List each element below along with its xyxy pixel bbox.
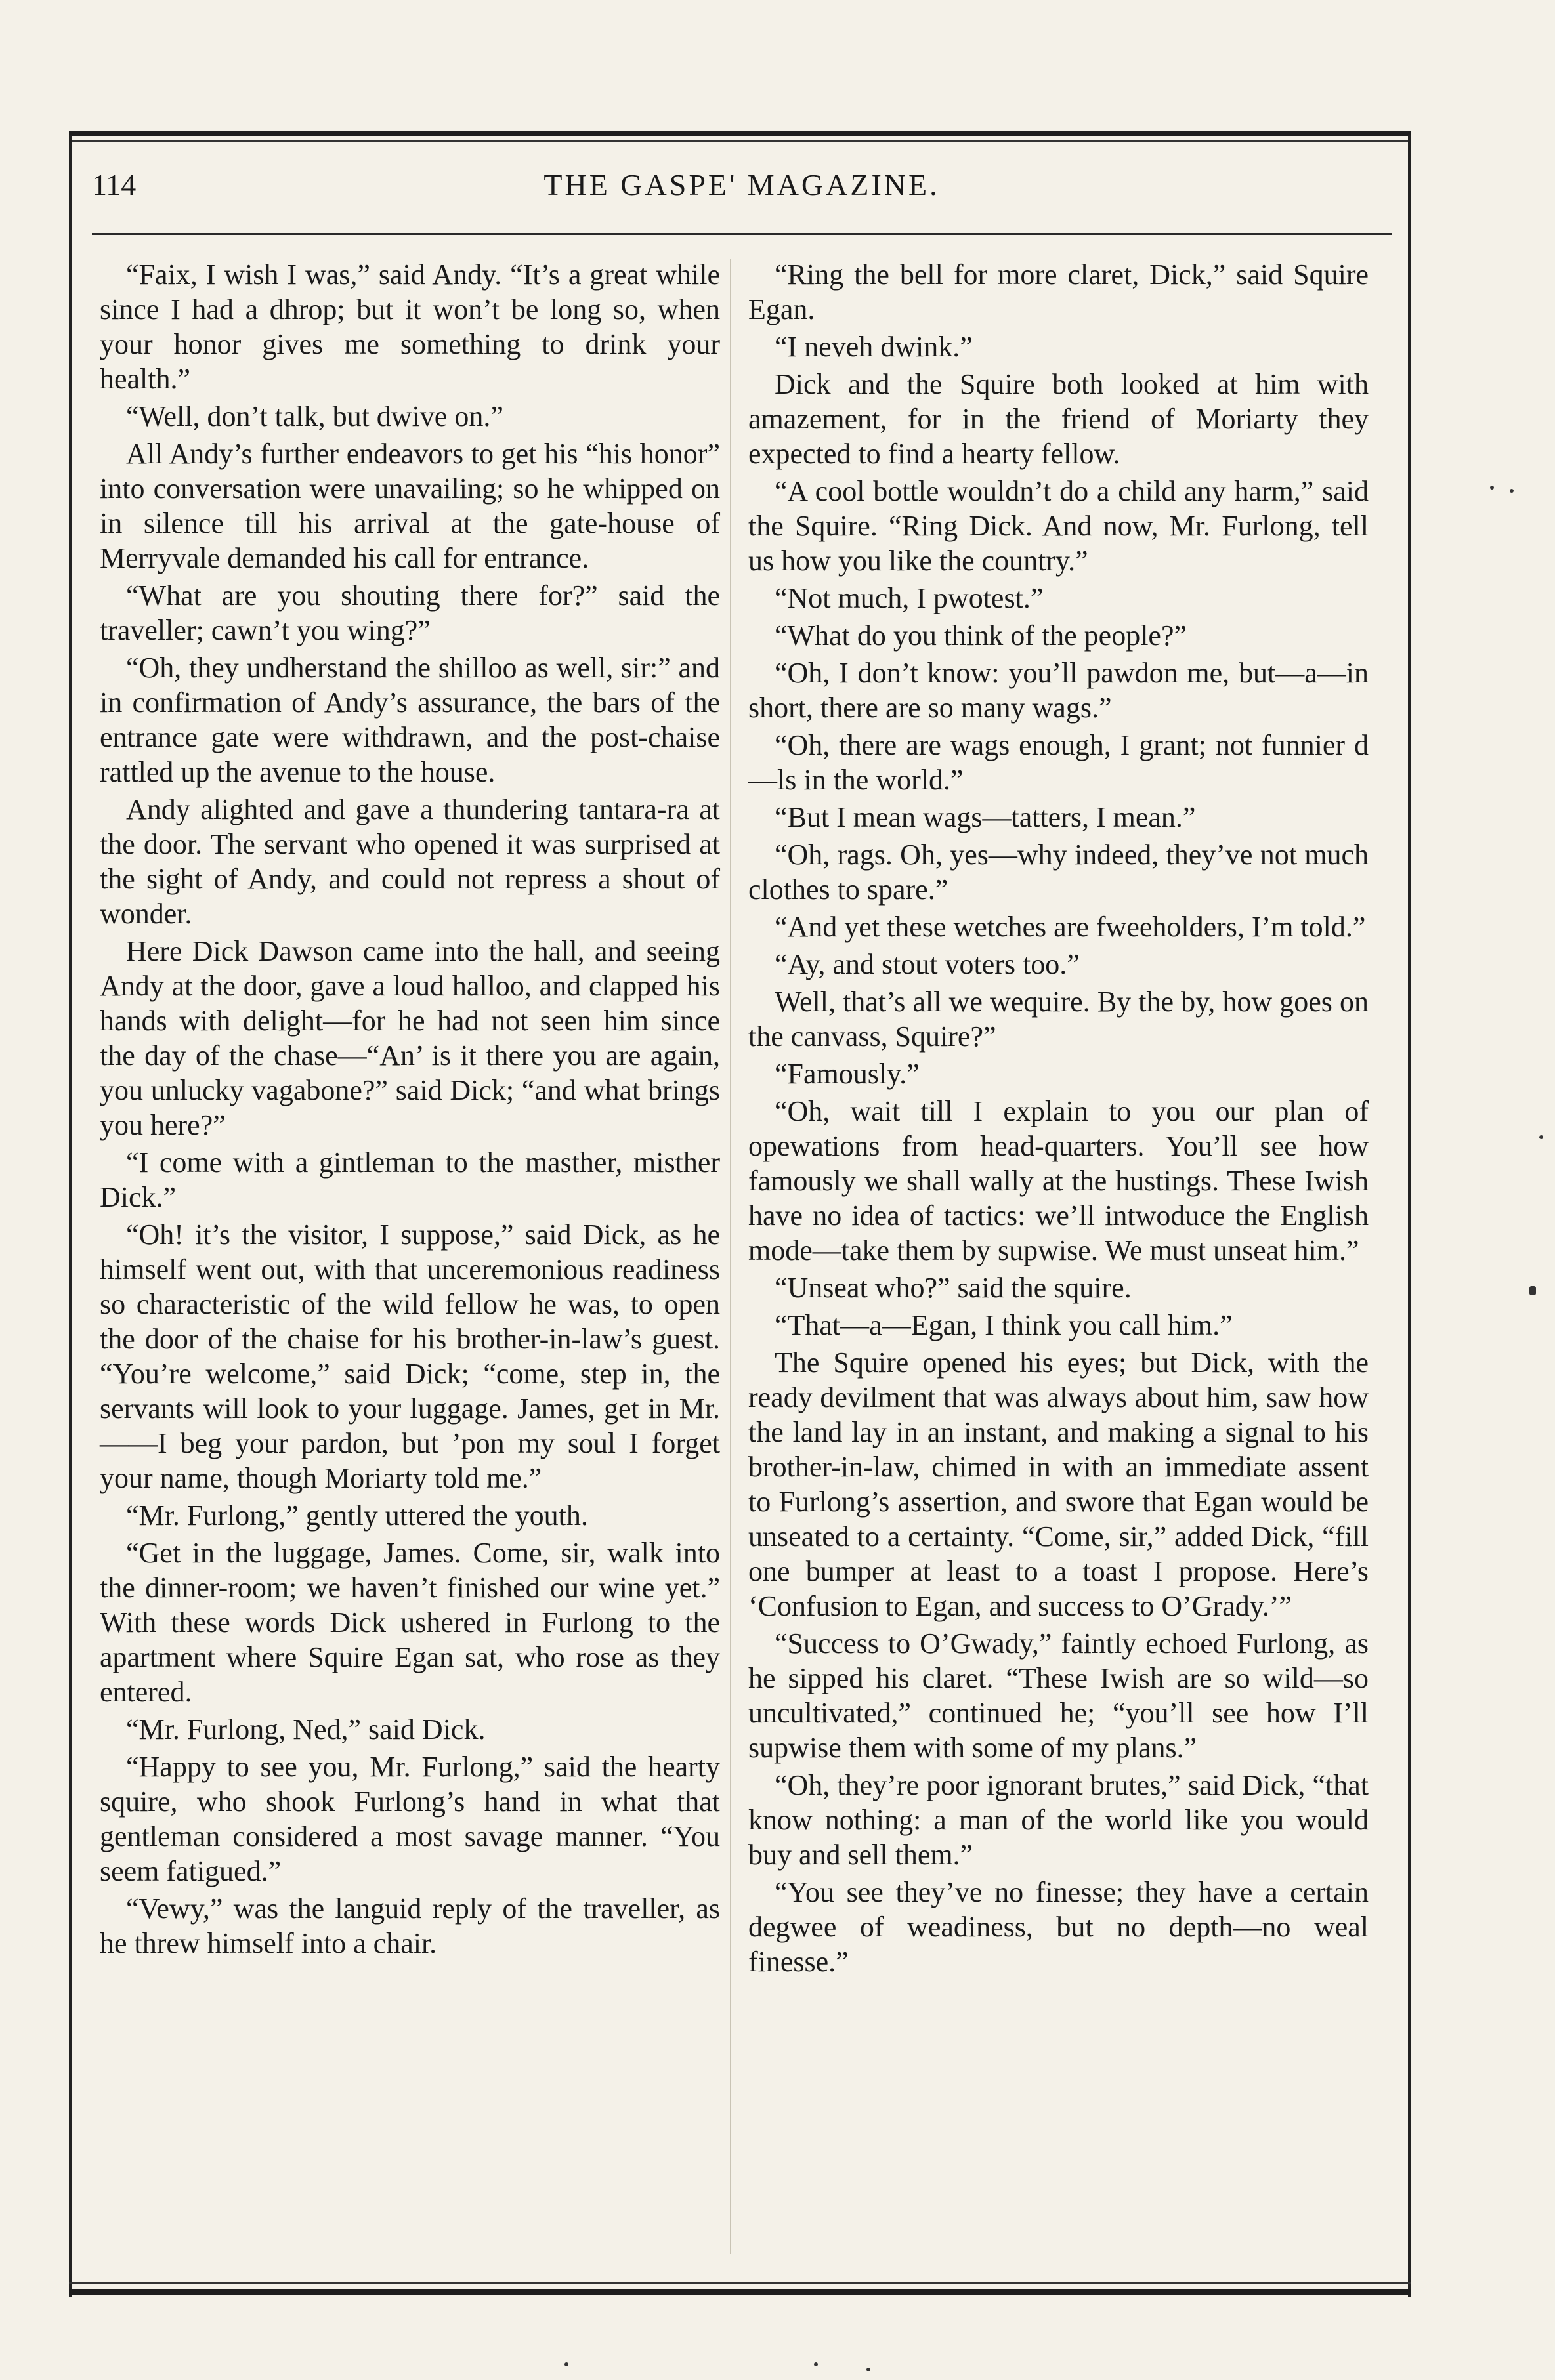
ink-speck bbox=[814, 2362, 818, 2366]
paragraph: “Famously.” bbox=[775, 1058, 920, 1090]
paragraph: “Well, don’t talk, but dwive on.” bbox=[126, 400, 503, 432]
page-header bbox=[92, 167, 1392, 226]
paragraph: “And yet these wetches are fweeholders, I’m told.” bbox=[775, 911, 1366, 943]
paragraph: Dick and the Squire both looked at him with amazement, for in the friend of Moriarty they expected to find a hearty fellow. bbox=[748, 368, 1369, 470]
paragraph: The Squire opened his eyes; but Dick, with the ready devilment that was always about him, saw how the land lay in an instant, and making a signal to his brother-in-law, chimed in with an immediate assent to Furlong’s assertion, and swore that Egan would be unseated to a certainty. “Come, sir,” added Dick, “fill one bumper at least to a toast I propose. Here’s ‘Confusion to Egan, and success to O’Grady.’” bbox=[748, 1347, 1369, 1622]
bottom-border-thick bbox=[69, 2289, 1411, 2295]
header-rule bbox=[92, 233, 1392, 235]
ink-speck bbox=[564, 2362, 568, 2366]
paragraph: Andy alighted and gave a thundering tantara-ra at the door. The servant who opened it was surprised at the sight of Andy, and could not repress a shout of wonder. bbox=[100, 793, 720, 930]
paragraph: “Unseat who?” said the squire. bbox=[775, 1272, 1132, 1304]
ink-speck bbox=[1529, 1286, 1536, 1295]
paragraph: “Get in the luggage, James. Come, sir, walk into the dinner-room; we haven’t finished our wine yet.” With these words Dick ushered in Furlong to the apartment where Squire Egan sat, who rose as they entered. bbox=[100, 1537, 720, 1708]
paragraph: “I neveh dwink.” bbox=[775, 331, 973, 363]
ink-speck bbox=[1539, 1135, 1543, 1139]
paragraph: “But I mean wags—tatters, I mean.” bbox=[775, 801, 1196, 833]
column-divider bbox=[730, 259, 731, 2254]
paragraph: “Success to O’Gwady,” faintly echoed Furlong, as he sipped his claret. “These Iwish are so wild—so uncultivated,” continued he; “you’ll see how I’ll supwise them with some of my plans.” bbox=[748, 1627, 1369, 1764]
running-title: THE GASPE' MAGAZINE. bbox=[543, 168, 940, 201]
paragraph: All Andy’s further endeavors to get his “his honor” into conversation were unavailing; so he whipped on in silence till his arrival at the gate-house of Merryvale demanded his call for entrance. bbox=[100, 438, 720, 574]
paragraph: “Not much, I pwotest.” bbox=[775, 582, 1044, 614]
paragraph: “You see they’ve no finesse; they have a certain degwee of weadiness, but no depth—no weal finesse.” bbox=[748, 1876, 1369, 1978]
right-column bbox=[748, 257, 1369, 1982]
bottom-border-thin bbox=[69, 2282, 1411, 2284]
paragraph: “Mr. Furlong,” gently uttered the youth. bbox=[126, 1499, 588, 1532]
paragraph: “Oh, wait till I explain to you our plan of opewations from head-quarters. You’ll see how famously we shall wally at the hustings. These Iwish have no idea of tactics: we’ll intwoduce the English mode—take them by supwise. We must unseat him.” bbox=[748, 1095, 1369, 1266]
paragraph: “I come with a gintleman to the masther, misther Dick.” bbox=[100, 1146, 720, 1213]
paragraph: Well, that’s all we wequire. By the by, how goes on the canvass, Squire?” bbox=[748, 986, 1369, 1053]
paragraph: “Faix, I wish I was,” said Andy. “It’s a great while since I had a dhrop; but it won’t be long so, when your honor gives me something to drink your health.” bbox=[100, 259, 720, 395]
paragraph: “Oh, I don’t know: you’ll pawdon me, but—a—in short, there are so many wags.” bbox=[748, 657, 1369, 724]
paragraph: “Ay, and stout voters too.” bbox=[775, 948, 1080, 980]
paragraph: “Happy to see you, Mr. Furlong,” said the hearty squire, who shook Furlong’s hand in what that gentleman considered a most savage manner. “You seem fatigued.” bbox=[100, 1751, 720, 1887]
left-column bbox=[100, 257, 720, 1963]
paragraph: “A cool bottle wouldn’t do a child any harm,” said the Squire. “Ring Dick. And now, Mr. Furlong, tell us how you like the country.” bbox=[748, 475, 1369, 577]
ink-speck bbox=[1510, 489, 1514, 493]
paragraph: “What do you think of the people?” bbox=[775, 619, 1187, 652]
paragraph: “Oh, they’re poor ignorant brutes,” said Dick, “that know nothing: a man of the world like you would buy and sell them.” bbox=[748, 1769, 1369, 1871]
paragraph: “Oh, there are wags enough, I grant; not funnier d—ls in the world.” bbox=[748, 729, 1369, 796]
paragraph: “Oh, they undherstand the shilloo as well, sir:” and in confirmation of Andy’s assurance, the bars of the entrance gate were withdrawn, and the post-chaise rattled up the avenue to the house. bbox=[100, 652, 720, 788]
paragraph: Here Dick Dawson came into the hall, and seeing Andy at the door, gave a loud halloo, and clapped his hands with delight—for he had not seen him since the day of the chase—“An’ is it there you are again, you unlucky vagabone?” said Dick; “and what brings you here?” bbox=[100, 935, 720, 1141]
paragraph: “Mr. Furlong, Ned,” said Dick. bbox=[126, 1713, 486, 1745]
ink-speck bbox=[866, 2368, 870, 2371]
paragraph: “Vewy,” was the languid reply of the traveller, as he threw himself into a chair. bbox=[100, 1892, 720, 1959]
paragraph: “That—a—Egan, I think you call him.” bbox=[775, 1309, 1233, 1341]
paragraph: “Oh! it’s the visitor, I suppose,” said Dick, as he himself went out, with that unceremonious readiness so characteristic of the wild fellow he was, to open the door of the chaise for his brother-in-law’s guest. “You’re welcome,” said Dick; “come, step in, the servants will look to your luggage. James, get in Mr.——I beg your pardon, but ’pon my soul I forget your name, though Moriarty told me.” bbox=[100, 1219, 720, 1494]
ink-speck bbox=[1490, 486, 1494, 490]
paragraph: “Oh, rags. Oh, yes—why indeed, they’ve not much clothes to spare.” bbox=[748, 839, 1369, 906]
paragraph: “What are you shouting there for?” said the traveller; cawn’t you wing?” bbox=[100, 579, 720, 646]
paragraph: “Ring the bell for more claret, Dick,” said Squire Egan. bbox=[748, 259, 1369, 325]
page-number: 114 bbox=[92, 168, 137, 201]
